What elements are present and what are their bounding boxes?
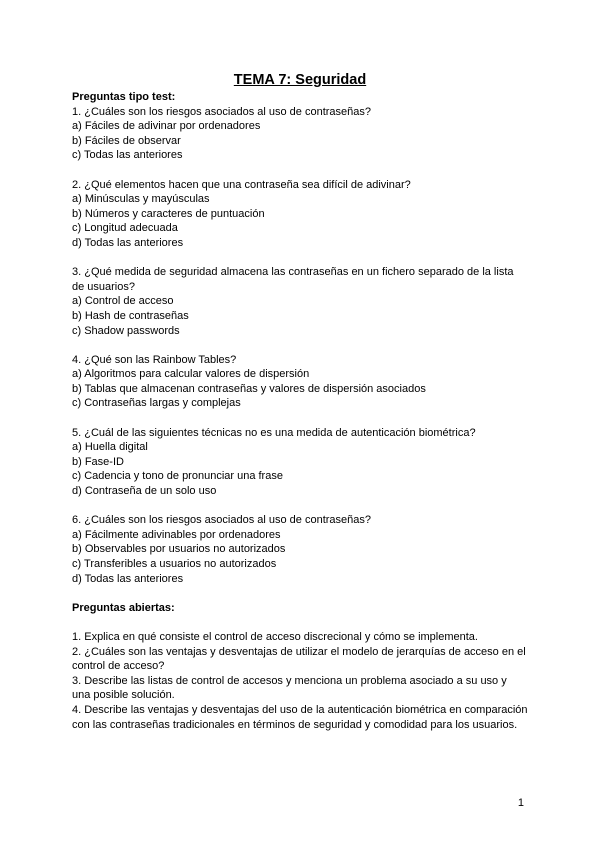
answer-option: a) Minúsculas y mayúsculas (72, 193, 210, 206)
answer-option: d) Todas las anteriores (72, 236, 184, 249)
answer-option: d) Todas las anteriores (72, 572, 184, 585)
document-content (72, 90, 528, 732)
page-title: TEMA 7: Seguridad (233, 72, 367, 88)
open-question: 1. Explica en qué consiste el control de acceso discrecional y cómo se implementa. (72, 630, 478, 643)
question-text: 6. ¿Cuáles son los riesgos asociados al uso de contraseñas? (72, 514, 372, 527)
question-text: 2. ¿Qué elementos hacen que una contraseña sea difícil de adivinar? (72, 178, 411, 191)
open-questions-list (72, 630, 528, 732)
test-question-block (72, 105, 528, 163)
answer-option: c) Cadencia y tono de pronunciar una frase (72, 470, 283, 483)
question-text: 3. ¿Qué medida de seguridad almacena las contraseñas en un fichero separado de la lista de usuarios? (72, 266, 514, 293)
page-number: 1 (517, 797, 524, 809)
question-text: 5. ¿Cuál de las siguientes técnicas no es una medida de autenticación biométrica? (72, 426, 476, 439)
open-question: 4. Describe las ventajas y desventajas del uso de la autenticación biométrica en comparación con las contraseñas tradicionales en términos de seguridad y comodidad para los usuarios. (72, 703, 528, 731)
answer-option: b) Tablas que almacenan contraseñas y valores de dispersión asociados (72, 382, 426, 395)
answer-option: b) Fáciles de observar (72, 134, 181, 147)
answer-option: b) Observables por usuarios no autorizados (72, 543, 286, 556)
open-question: 2. ¿Cuáles son las ventajas y desventajas de utilizar el modelo de jerarquías de acceso en el control de acceso? (72, 645, 526, 673)
answer-option: c) Contraseñas largas y complejas (72, 397, 241, 410)
answer-option: c) Transferibles a usuarios no autorizados (72, 558, 277, 570)
answer-option: b) Números y caracteres de puntuación (72, 207, 265, 220)
test-question-block (72, 178, 528, 251)
question-text: 4. ¿Qué son las Rainbow Tables? (72, 353, 237, 366)
answer-option: a) Fáciles de adivinar por ordenadores (72, 120, 261, 133)
answer-option: b) Fase-ID (72, 455, 124, 468)
answer-option: c) Todas las anteriores (72, 149, 183, 162)
open-section-heading: Preguntas abiertas: (72, 601, 175, 614)
test-question-block (72, 353, 528, 411)
open-question: 3. Describe las listas de control de accesos y menciona un problema asociado a su uso y una posible solución. (72, 674, 507, 702)
answer-option: a) Control de acceso (72, 295, 174, 308)
test-question-block (72, 513, 528, 586)
test-section-heading: Preguntas tipo test: (72, 91, 176, 103)
answer-option: b) Hash de contraseñas (72, 309, 189, 322)
answer-option: a) Huella digital (72, 441, 148, 454)
answer-option: a) Algoritmos para calcular valores de dispersión (72, 368, 310, 381)
answer-option: d) Contraseña de un solo uso (72, 485, 217, 498)
test-question-block (72, 426, 528, 499)
answer-option: c) Shadow passwords (72, 324, 180, 337)
test-question-block (72, 265, 528, 338)
question-text: 1. ¿Cuáles son los riesgos asociados al uso de contraseñas? (72, 105, 372, 118)
answer-option: a) Fácilmente adivinables por ordenadores (72, 528, 281, 541)
answer-option: c) Longitud adecuada (72, 222, 178, 235)
